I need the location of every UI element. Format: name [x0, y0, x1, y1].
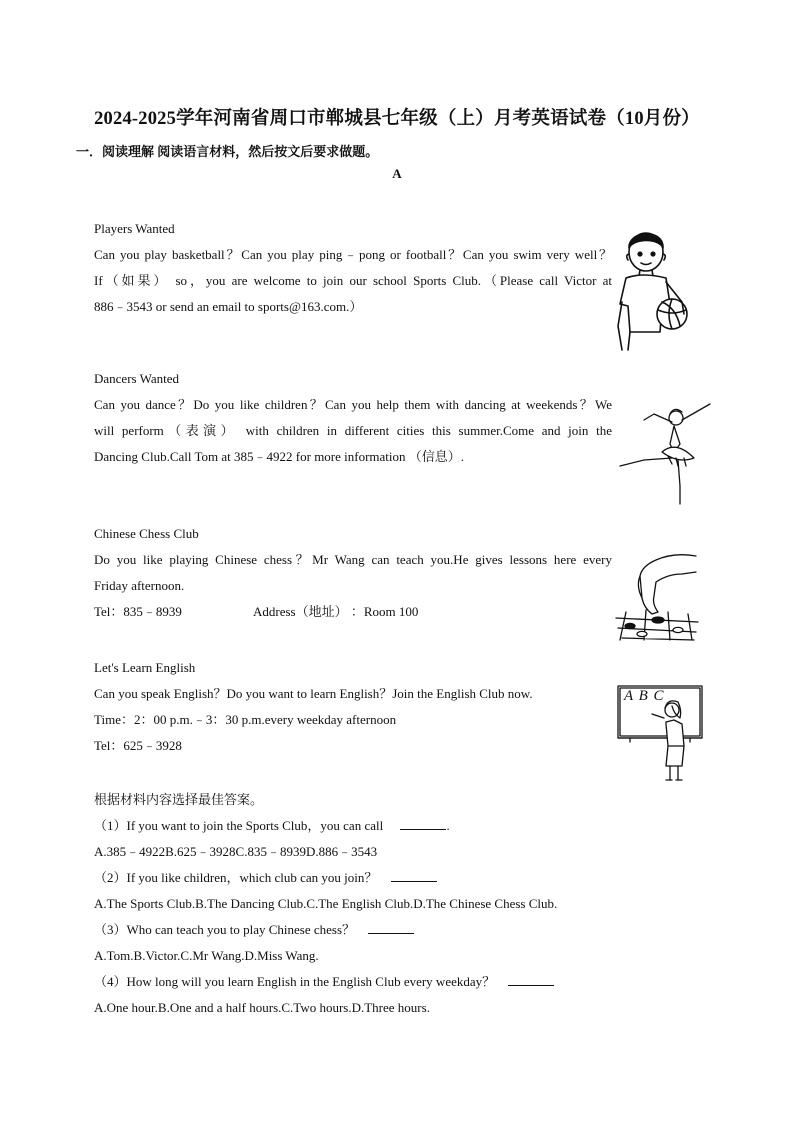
- ad-line: Do you like playing Chinese chess？Mr Wang can teach you.He gives lessons here every: [94, 552, 612, 567]
- board-letters: A B C: [624, 688, 665, 704]
- teacher-at-abc-blackboard-icon: [616, 684, 704, 784]
- chess-address: Address（地址） ：Room 100: [253, 604, 419, 619]
- ad-title-dancers: Dancers Wanted: [94, 371, 179, 386]
- chess-tel: Tel：835﹣8939: [94, 604, 182, 619]
- instruction: 根据材料内容选择最佳答案。: [94, 792, 264, 807]
- question-stem: （4）How long will you learn English in the English Club every weekday？: [94, 974, 496, 989]
- ballet-dancer-icon: [614, 400, 718, 508]
- answer-blank[interactable]: [368, 921, 414, 934]
- section-heading: 一．阅读理解 阅读语言材料，然后按文后要求做题。: [76, 144, 379, 159]
- ad-line: Can you dance？Do you like children？Can you help them with dancing at weekends？We: [94, 397, 612, 412]
- options-1: A.385﹣4922B.625﹣3928C.835﹣8939D.886﹣3543: [94, 844, 378, 859]
- ad-line: If（如果） so，you are welcome to join our school Sports Club.（Please call Victor at: [94, 273, 612, 288]
- question-stem: （2）If you like children，which club can you join？: [94, 870, 378, 885]
- ad-line: 886﹣3543 or send an email to sports@163.com.）: [94, 299, 363, 314]
- ad-line: Dancing Club.Call Tom at 385﹣4922 for more information （信息）.: [94, 449, 465, 464]
- answer-blank[interactable]: [391, 869, 437, 882]
- ad-line: Can you play basketball？Can you play ping﹣pong or football？Can you swim very well？: [94, 247, 612, 262]
- ad-title-chess: Chinese Chess Club: [94, 526, 199, 541]
- question-1: [94, 817, 450, 835]
- options-3: A.Tom.B.Victor.C.Mr Wang.D.Miss Wang.: [94, 948, 319, 963]
- options-4: A.One hour.B.One and a half hours.C.Two hours.D.Three hours.: [94, 1000, 430, 1015]
- ad-line: Tel：625﹣3928: [94, 738, 182, 753]
- ad-line: Friday afternoon.: [94, 578, 185, 593]
- exam-title: 2024-2025学年河南省周口市郸城县七年级（上）月考英语试卷（10月份）: [94, 109, 700, 129]
- ad-line: will perform（表演） with children in different cities this summer.Come and join the: [94, 423, 612, 438]
- ad-title-english: Let's Learn English: [94, 660, 196, 675]
- question-stem: （3）Who can teach you to play Chinese chess？: [94, 922, 356, 937]
- boy-with-basketball-icon: [612, 222, 696, 352]
- question-3: [94, 921, 414, 939]
- answer-blank[interactable]: [400, 817, 446, 830]
- ad-line: Time：2：00 p.m.﹣3：30 p.m.every weekday afternoon: [94, 712, 397, 727]
- question-2: [94, 869, 437, 887]
- hand-playing-chess-icon: [612, 552, 700, 642]
- question-end: .: [446, 818, 450, 833]
- options-2: A.The Sports Club.B.The Dancing Club.C.The English Club.D.The Chinese Chess Club.: [94, 896, 558, 911]
- question-4: [94, 973, 554, 991]
- ad-title-players: Players Wanted: [94, 221, 175, 236]
- answer-blank[interactable]: [508, 973, 554, 986]
- ad-line: Can you speak English？Do you want to learn English？Join the English Club now.: [94, 686, 533, 701]
- question-stem: （1）If you want to join the Sports Club，you can call: [94, 818, 384, 833]
- passage-label: A: [392, 166, 402, 181]
